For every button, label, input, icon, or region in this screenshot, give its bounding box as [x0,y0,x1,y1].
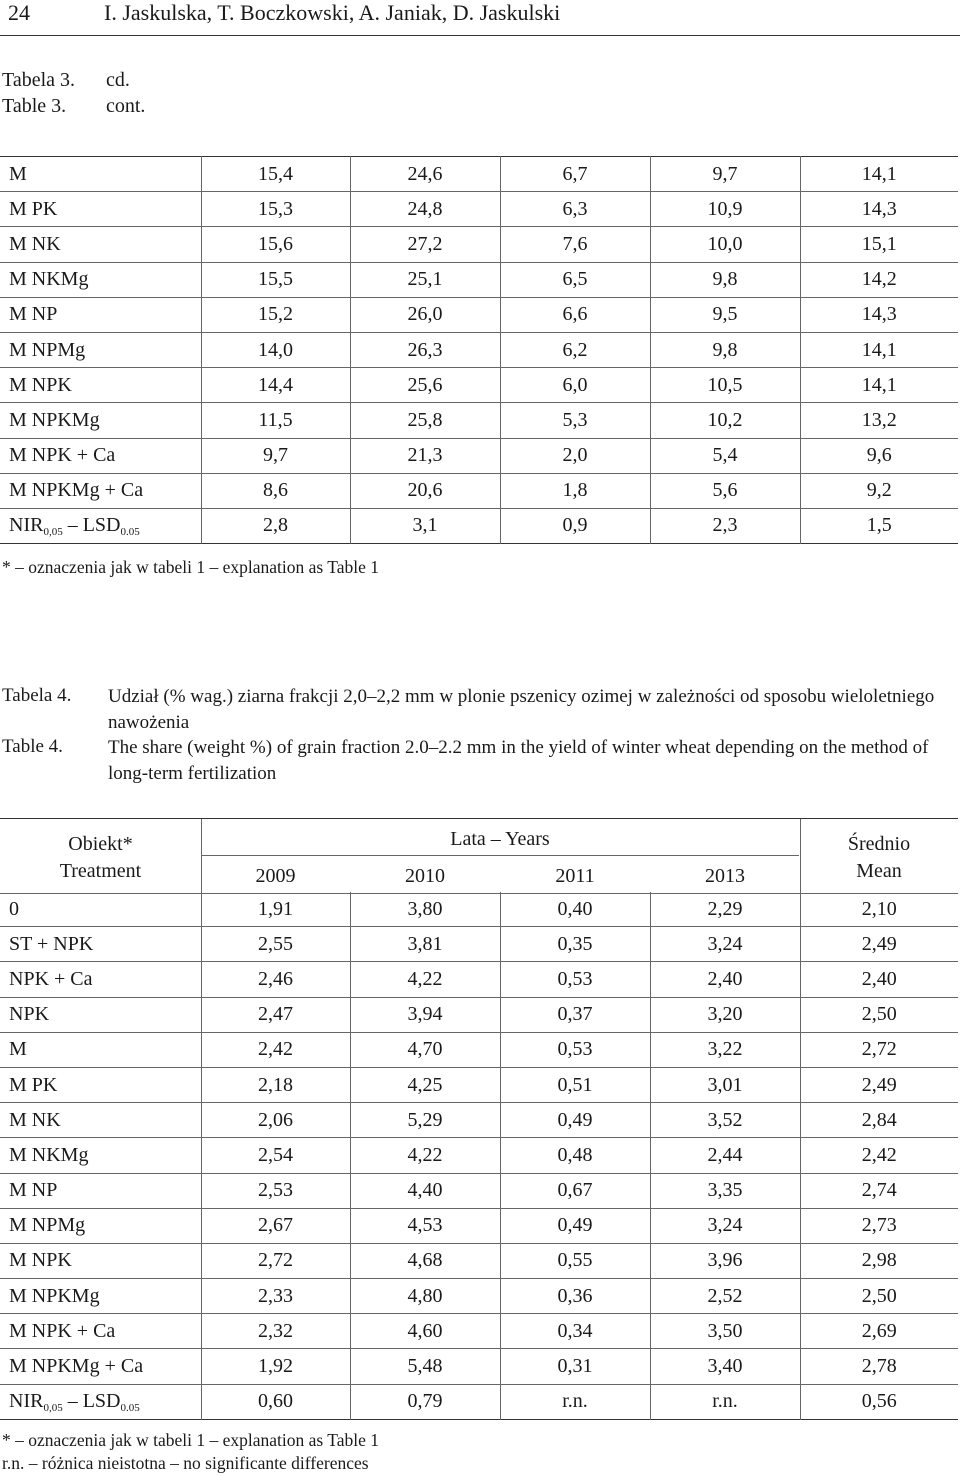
table4-label-en: Table 4. [2,736,63,757]
table-row [0,1208,958,1243]
value-cell: 25,1 [350,262,500,297]
value-cell: 2,06 [201,1103,350,1138]
value-cell: 4,40 [350,1173,500,1208]
value-cell: 1,8 [500,473,650,508]
value-cell: 14,1 [800,157,958,192]
value-cell: 5,48 [350,1349,500,1384]
table4-title-pl: Udział (% wag.) ziarna frakcji 2,0–2,2 mm w plonie pszenicy ozimej w zależności od sposobu wieloletniego nawożenia [108,686,935,733]
nir-value-cell: 0,60 [201,1384,350,1419]
value-cell: 3,24 [650,927,800,962]
table3-footnote: * – oznaczenia jak w tabeli 1 – explanation as Table 1 [2,557,379,577]
value-cell: 14,1 [800,368,958,403]
value-cell: 0,37 [500,997,650,1032]
table-row [0,1279,958,1314]
value-cell: 2,40 [650,962,800,997]
value-cell: 15,1 [800,227,958,262]
table-row [0,368,958,403]
table3-label-en: Table 3. [2,95,67,117]
row-label-cell: M NKMg [0,1138,201,1173]
row-label-cell: M NPKMg [0,1279,201,1314]
row-label-cell: M [9,162,27,185]
table-row [0,297,958,332]
value-cell: 6,6 [500,297,650,332]
value-cell: 4,80 [350,1279,500,1314]
value-cell: 3,81 [350,927,500,962]
value-cell: 0,36 [500,1279,650,1314]
row-label-cell: M NK [0,1103,201,1138]
value-cell: 3,20 [650,997,800,1032]
value-cell: 6,2 [500,332,650,367]
value-cell: 3,22 [650,1032,800,1067]
nir-dash: – [62,514,83,537]
nir-lsd-row [0,1384,958,1419]
value-cell: 10,9 [650,192,800,227]
table-row [0,1243,958,1278]
header-treatment-en: Treatment [59,860,142,882]
value-cell: 3,50 [650,1314,800,1349]
value-cell: 9,5 [650,297,800,332]
value-cell: 0,51 [500,1067,650,1102]
value-cell: 0,53 [500,962,650,997]
value-cell: 0,55 [500,1243,650,1278]
row-label-cell: M NPKMg [0,403,201,438]
value-cell: 0,35 [500,927,650,962]
table-row [0,332,958,367]
table-row [0,1103,958,1138]
value-cell: 0,31 [500,1349,650,1384]
value-cell: 2,84 [800,1103,958,1138]
value-cell: 24,6 [350,157,500,192]
value-cell: 25,6 [350,368,500,403]
table-row [0,403,958,438]
value-cell: 25,8 [350,403,500,438]
value-cell: 26,3 [350,332,500,367]
value-cell: 2,0 [500,438,650,473]
value-cell: 9,8 [650,262,800,297]
table-row [0,473,958,508]
value-cell: 2,74 [800,1173,958,1208]
value-cell: 2,10 [800,892,958,927]
row-label-cell: M NPKMg + Ca [0,473,201,508]
value-cell: 2,69 [800,1314,958,1349]
table-row [0,1032,958,1067]
value-cell: 2,54 [201,1138,350,1173]
header-treatment-pl: Obiekt* [68,833,133,855]
value-cell: 6,3 [500,192,650,227]
value-cell: 0,53 [500,1032,650,1067]
value-cell: 20,6 [350,473,500,508]
value-cell: 9,8 [650,332,800,367]
nir-value-cell: 2,8 [201,508,350,543]
value-cell: 3,35 [650,1173,800,1208]
value-cell: 2,33 [201,1279,350,1314]
table-row [0,1314,958,1349]
table4-title-en: The share (weight %) of grain fraction 2.0–2.2 mm in the yield of winter wheat depending on the method of long-term fertilization [108,737,929,784]
nir-value-cell: 2,3 [650,508,800,543]
value-cell: 15,4 [201,157,350,192]
value-cell: 11,5 [201,403,350,438]
lsd-text: LSD [82,1390,121,1413]
row-label-cell: M NKMg [0,262,201,297]
value-cell: 9,2 [800,473,958,508]
value-cell: 9,7 [650,157,800,192]
row-label-cell: M [0,1032,201,1067]
value-cell: 5,29 [350,1103,500,1138]
value-cell: 8,6 [201,473,350,508]
value-cell: 2,72 [800,1032,958,1067]
header-mean-en: Mean [856,860,902,882]
nir-lsd-row [0,508,958,543]
value-cell: 0,49 [500,1208,650,1243]
row-label-cell: M NPMg [0,332,201,367]
value-cell: 14,3 [800,192,958,227]
row-label-cell: M NK [0,227,201,262]
value-cell: 2,42 [800,1138,958,1173]
value-cell: 0,49 [500,1103,650,1138]
header-rule [0,35,960,36]
value-cell: 2,67 [201,1208,350,1243]
lsd-subscript: 0.05 [120,1402,140,1415]
value-cell: 2,53 [201,1173,350,1208]
value-cell: 13,2 [800,403,958,438]
value-cell: 2,49 [800,1067,958,1102]
table4-footnote-1: * – oznaczenia jak w tabeli 1 – explanation as Table 1 [2,1430,379,1450]
value-cell: 2,44 [650,1138,800,1173]
table-row [0,962,958,997]
row-label-cell: M PK [0,192,201,227]
value-cell: 5,3 [500,403,650,438]
value-cell: 15,5 [201,262,350,297]
value-cell: 9,7 [201,438,350,473]
table-row [0,1173,958,1208]
row-label-cell: 0 [9,897,19,920]
value-cell: 14,0 [201,332,350,367]
value-cell: 24,8 [350,192,500,227]
value-cell: 0,67 [500,1173,650,1208]
table-row [0,157,958,192]
value-cell: 5,6 [650,473,800,508]
value-cell: 3,40 [650,1349,800,1384]
value-cell: 14,4 [201,368,350,403]
value-cell: 2,40 [800,962,958,997]
value-cell: 15,3 [201,192,350,227]
value-cell: 10,5 [650,368,800,403]
value-cell: 14,1 [800,332,958,367]
nir-value-cell: 3,1 [350,508,500,543]
table-row [0,227,958,262]
value-cell: 10,2 [650,403,800,438]
table3-cont-pl: cd. [106,69,130,91]
nir-dash: – [62,1390,83,1413]
row-label-cell: M NPKMg + Ca [0,1349,201,1384]
header-year-2013: 2013 [705,865,745,887]
nir-text: NIR [9,514,44,537]
nir-value-cell: r.n. [650,1384,800,1419]
nir-lsd-label [0,508,201,543]
row-label-cell: M PK [0,1067,201,1102]
value-cell: 4,53 [350,1208,500,1243]
page-header [0,0,960,30]
row-label-cell: M NPK + Ca [0,1314,201,1349]
header-year-2011: 2011 [555,865,595,887]
table4-footnote-2: r.n. – różnica nieistotna – no significante differences [2,1453,369,1473]
value-cell: 21,3 [350,438,500,473]
table4 [0,892,958,1420]
value-cell: 2,73 [800,1208,958,1243]
page-authors: I. Jaskulska, T. Boczkowski, A. Janiak, D. Jaskulski [104,0,561,25]
value-cell: 2,78 [800,1349,958,1384]
value-cell: 2,50 [800,1279,958,1314]
value-cell: 0,34 [500,1314,650,1349]
nir-value-cell: r.n. [500,1384,650,1419]
value-cell: 2,47 [201,997,350,1032]
value-cell: 3,94 [350,997,500,1032]
value-cell: 4,70 [350,1032,500,1067]
table4-label-pl: Tabela 4. [2,685,72,706]
value-cell: 2,98 [800,1243,958,1278]
table4-header [0,818,958,894]
value-cell: 2,49 [800,927,958,962]
nir-lsd-label [0,1384,201,1419]
value-cell: 0,40 [500,892,650,927]
nir-value-cell: 0,56 [800,1384,958,1419]
table3-cont-en: cont. [106,95,146,117]
table-row [0,262,958,297]
table-row [0,438,958,473]
nir-value-cell: 0,79 [350,1384,500,1419]
nir-subscript: 0,05 [43,526,63,539]
value-cell: 6,7 [500,157,650,192]
value-cell: 2,42 [201,1032,350,1067]
table-row [0,1067,958,1102]
lsd-subscript: 0.05 [120,526,140,539]
table-row [0,892,958,927]
table-row [0,1349,958,1384]
value-cell: 2,72 [201,1243,350,1278]
header-years: Lata – Years [450,828,550,850]
header-year-2010: 2010 [405,865,445,887]
value-cell: 9,6 [800,438,958,473]
value-cell: 4,22 [350,962,500,997]
value-cell: 0,48 [500,1138,650,1173]
value-cell: 3,01 [650,1067,800,1102]
nir-value-cell: 1,5 [800,508,958,543]
value-cell: 15,6 [201,227,350,262]
value-cell: 2,52 [650,1279,800,1314]
value-cell: 3,96 [650,1243,800,1278]
row-label-cell: NPK [0,997,201,1032]
header-mean-pl: Średnio [847,833,911,855]
value-cell: 2,18 [201,1067,350,1102]
table-row [0,192,958,227]
row-label-cell: NPK + Ca [0,962,201,997]
nir-text: NIR [9,1390,44,1413]
value-cell: 2,55 [201,927,350,962]
table3 [0,156,958,544]
value-cell: 4,25 [350,1067,500,1102]
value-cell: 26,0 [350,297,500,332]
value-cell: 2,29 [650,892,800,927]
table-row [0,997,958,1032]
value-cell: 10,0 [650,227,800,262]
value-cell: 27,2 [350,227,500,262]
value-cell: 5,4 [650,438,800,473]
row-label-cell: M NPK [0,368,201,403]
row-label-cell: M NPK [0,1243,201,1278]
nir-subscript: 0,05 [43,1402,63,1415]
table-row [0,1138,958,1173]
table-row [0,927,958,962]
row-label-cell: M NPMg [0,1208,201,1243]
value-cell: 2,46 [201,962,350,997]
value-cell: 4,22 [350,1138,500,1173]
value-cell: 6,0 [500,368,650,403]
value-cell: 3,24 [650,1208,800,1243]
value-cell: 1,91 [201,892,350,927]
value-cell: 3,80 [350,892,500,927]
header-year-2009: 2009 [255,865,296,887]
value-cell: 4,60 [350,1314,500,1349]
lsd-text: LSD [82,514,121,537]
row-label-cell: ST + NPK [0,927,201,962]
value-cell: 6,5 [500,262,650,297]
value-cell: 14,3 [800,297,958,332]
value-cell: 4,68 [350,1243,500,1278]
row-label-cell: M NPK + Ca [0,438,201,473]
value-cell: 7,6 [500,227,650,262]
page-number: 24 [8,0,30,25]
value-cell: 1,92 [201,1349,350,1384]
header-years-rule [201,855,799,856]
value-cell: 2,50 [800,997,958,1032]
row-label-cell: M NP [0,297,201,332]
value-cell: 3,52 [650,1103,800,1138]
row-label-cell: M NP [0,1173,201,1208]
nir-value-cell: 0,9 [500,508,650,543]
table3-label-pl: Tabela 3. [2,69,76,91]
value-cell: 14,2 [800,262,958,297]
value-cell: 15,2 [201,297,350,332]
value-cell: 2,32 [201,1314,350,1349]
